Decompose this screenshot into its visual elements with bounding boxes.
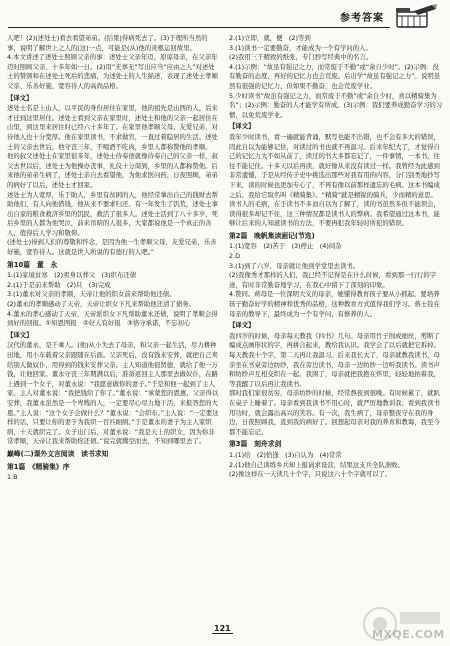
translation-label: 【译文】 bbox=[229, 321, 255, 330]
answer-item: 4.赞同。蒋母是一位深明大义的母亲，她懂得教育孩子要从小抓起，要培养孩子勤奋好学的精神和优秀的品格，这种教育方式值得我们学习。蒋士铨在母亲的教导下，最终成为一个有学问、有修养的人。 bbox=[229, 290, 440, 318]
translation-paragraph: (述处士)得到人们的尊敬和怀念，是因为他一生孝顺父母，友爱兄弟，乐善好施，宽容待人。这就是世人所说的有德行的人吧。” bbox=[7, 238, 217, 257]
answer-item: 5.少时读书“故虽有强记之力，而常废于不勤”或“余自少时，喜以精骑集为名”；(2)示例：勤奋的人才能学有所成。(3)示例：我们要养成勤奋学习的习惯，以免荒废学业。 bbox=[229, 91, 443, 119]
section-heading: 第10篇 董 永 bbox=[7, 260, 58, 269]
answer-item: 2.(1)立即，就，便 (2)等到 bbox=[229, 34, 311, 42]
section-heading: 第3篇 刻舟求剑 bbox=[229, 440, 282, 449]
answer-item: 3.(1)读书一定要勤奋，才能成为一个有学问的人。 bbox=[229, 43, 372, 52]
books-pencil-icon bbox=[394, 2, 438, 30]
translation-paragraph: 汉代的董永，是千乘人。(他)从小失去了母亲，和父亲一起生活，尽力耕种田地，用小车载着父亲跟随在后面。父亲死后，没有钱来安葬，就把自己卖给别人做奴仆，用得到的钱来安葬父亲。主人知道他很贤德，就给了他一万钱，让他回家。董永守丧三年期满以后，准备返回主人那里去做奴仆，在路上遇到一个女子，对董永说：“我愿意做你的妻子。”于是和他一起到了主人家。主人对董永说：“我把钱给了你了。”董永说：“承蒙您的恩惠，父亲得以安葬，我董永虽然是一个卑贱的人，一定要尽心尽力地干活，来报答您的大恩。”主人说：“这个女子会做什么？”董永说：“会织布。”主人说：“一定要这样的话，只要让你的妻子为我织一百匹细绢。”于是董永的妻子为主人家织绢，十天就织完了。女子出门后，对董永说：“我是天上的织女，因为你非常孝顺，天帝让我来帮助你还债。”说完就腾空而去，不知到哪里去了。 bbox=[7, 341, 219, 446]
translation-paragraph: 述处士为人宽厚，乐于助人，乡里有贫困的人，他经常拿出自己的钱财去帮助他们，有人向他借钱，他从来不要求归还。有一年发生了饥荒，述处士拿出自家的粮食救济乡里的饥民，救活了很多人。述处士活到了八十多岁，死后乡里的人都为他哭泣，前来吊唁的人很多，大家都说他是一个真正的善人，值得后人学习和敬仰。 bbox=[7, 190, 218, 237]
translation-label: 【译文】 bbox=[7, 93, 33, 102]
answer-item: (2)我用三千精致的纸张，专门抄写经典中的名言。 bbox=[229, 53, 373, 62]
answer-item: (2)董永的孝顺感动了天帝，天帝让织女下凡来帮助他还清了债务。 bbox=[7, 300, 195, 309]
translation-paragraph: 述处士名是上山人，以平民的身份居住在家里，他的祖先是山西的人，后来才迁到这里居住。述处士看到父亲在家里时，述处士和他的父亲一起居住在山里，到这里来居住时已经六十多年了。在家里他孝顺父母，友爱兄弟，对待他人也十分宽厚。他在家里读书，不求做官，一直过着隐居的生活。述处士的父亲去世后，他守丧三年，不喝酒不吃肉，乡里人都称赞他的孝顺。 bbox=[7, 104, 218, 151]
answer-item: 1.(1)家境贫寒 (2)卖身以葬父 (3)织布还债 bbox=[7, 271, 137, 280]
watermark-text: MXQE.COM bbox=[372, 628, 445, 641]
answer-item: 1.B bbox=[7, 473, 18, 482]
translation-paragraph: 那时我们家很贫穷，母亲纺纱的时候，经常熬夜到很晚。有时候累了，就趴在桌子上睡着了。母亲看到我读书不用心时，就严厉地教训我；看到我读书用功时，就会露出高兴的笑容。有一次，我生病了，母亲整夜守在我的身边，日夜照顾我，直到我的病好了。回想起母亲对我的养育和教诲，我至今都不能忘记。 bbox=[229, 389, 440, 436]
right-column bbox=[229, 34, 443, 480]
answer-item: 1.(1)给 (2)恰逢 (3)自认为 (4)常常 bbox=[229, 450, 342, 459]
answer-item: (2)像这样在一天读几十个字，只说这六十个字就可以了。 bbox=[229, 470, 392, 479]
section-heading: 第2篇 晚帆集读画记(节选) bbox=[229, 231, 315, 240]
section-heading: 第1篇 《精骑集》序 bbox=[7, 462, 70, 471]
answer-item: 4.董永的孝心感动了天帝，天帝派织女下凡帮助董永还债，说明了孝顺会得到好的回报。①知恩图报 ②好人有好报 ③恪守承诺，不忘初心 bbox=[7, 309, 218, 328]
header-rule bbox=[8, 27, 390, 28]
answer-item: 2.(1)他自己训练乡兵却上报请求设营，结果这支兵全队溃败。 bbox=[229, 460, 404, 469]
answer-item: (2)我像秀才那样的人们，我已经不记得是在什么时候，看到那一行行的字迹，有时非常勤奋地学习，在我心中留下了深刻的印象。 bbox=[229, 271, 437, 289]
answer-item: 3.(1)到了六岁，母亲就让他到学堂里去读书。 bbox=[229, 261, 360, 270]
section-heading: 巅峰(二)课外文言阅读 读书求知 bbox=[7, 449, 109, 458]
answer-item: 1.(1)宽容 (2)苦于 (3)停止 (4)间杂 bbox=[229, 242, 342, 251]
answer-item: 2.D bbox=[229, 252, 241, 261]
answer-item: 4.(1)示例：“故虽有强记之力，而常废于不勤”或“余自少时”。(2)示例：没有勤奋的态度，再好的记忆力也会荒废。后出学“故虽有强记之力”。说明虽然有很强的记忆力，但如果不勤奋，也会荒废学业。 bbox=[229, 62, 441, 90]
translation-paragraph: 他的叔父述处士在家里很多年，述处士侍奉他就像侍奉自己的父亲一样，叔父去世以后，述处士为他操办丧事，礼仪十分周到，乡里的人都称赞他。后来他的弟弟生病了，述处士亲自去看望他，为他求医问药，日夜照顾，弟弟的病好了以后，述处士才回家。 bbox=[7, 152, 218, 189]
answer-item: 3.(1)董永对父亲的孝顺，天帝让他的织女前来帮助他还债。 bbox=[7, 290, 176, 299]
answer-item: 2.(1)于是前来帮助 (2)只 (3)完成 bbox=[7, 280, 111, 289]
translation-label: 【译文】 bbox=[7, 330, 33, 339]
page-number: 121 bbox=[214, 624, 231, 633]
answer-item: 4.本文讲述了述处士照顾父亲的事：述处士父亲年迈，原谅母亲，在父亲年迈时照顾父亲，十多年如一日。(2)用“无辜无”写出应当“应由之人”对述处士的赞颂和在述处士死后的悲痛，为述处士的人生描述，表现了述处士孝顺父亲、乐善好施、宽容待人的高尚品格。 bbox=[7, 53, 218, 90]
left-column bbox=[7, 34, 220, 483]
page-header bbox=[0, 0, 450, 34]
translation-paragraph: 我年少时读书，看一遍就能背诵，默写也能不出错，也不会有多大的错误，因此自以为能够记住，对读过的书也就不再温习。后来年纪大了，才觉得自己的记忆力大不如从前了，读过的书大多都忘记了，一件事情，一本书，往往不能记住。十多天以后再读，就好像从来没有读过一样。我曾经为此感到非常遗憾，于是从经传子史中挑选出那些对我有用的内容，分门别类地抄写下来，读的时候也更加专心了，不再有像以前那样遗忘的毛病。这本书编成之后，我给它取名叫《精骑集》。“精骑”就是精锐的骑兵，少而精的意思。 bbox=[229, 132, 440, 199]
translation-paragraph: 读书人的毛病，在于读书不多而自以为了解了，读的书虽然多但不能领会，读得很多却记不住，这三种情况都是读书人的弊病。我希望通过这本书，能够让后来的人知道读书的方法，不要再犯我年轻时所犯的错误。 bbox=[229, 200, 440, 228]
translation-paragraph: 我四岁的时候，母亲每天教我《四书》几句。母亲用竹子削成细丝，剪断了编成点画形状的字，再拼合起来，教给我认识。我学会了以后就把它拆掉。每天教我十个字，第二天再让我温习。后来我长大了，母亲就教我读书，母亲坐在书桌旁边纺纱，我在旁边读书，母亲一边纺纱一边听我读书。读书声和纺纱声互相交织在一起。我困了，母亲就把我抱在怀里，轻轻地拍着我，等我醒了以后再让我读书。 bbox=[229, 331, 440, 388]
page-title: 参考答案 bbox=[340, 13, 384, 24]
translation-label: 【译文】 bbox=[229, 122, 255, 131]
answer-item: 人吧！(2)(述处士)看去看望弟弟。(结果)得病死去了。(3)于理所当然的事，说明了解世上之人的(这)一点，可能是(从)他的灵柩运回故里。 bbox=[7, 34, 208, 52]
